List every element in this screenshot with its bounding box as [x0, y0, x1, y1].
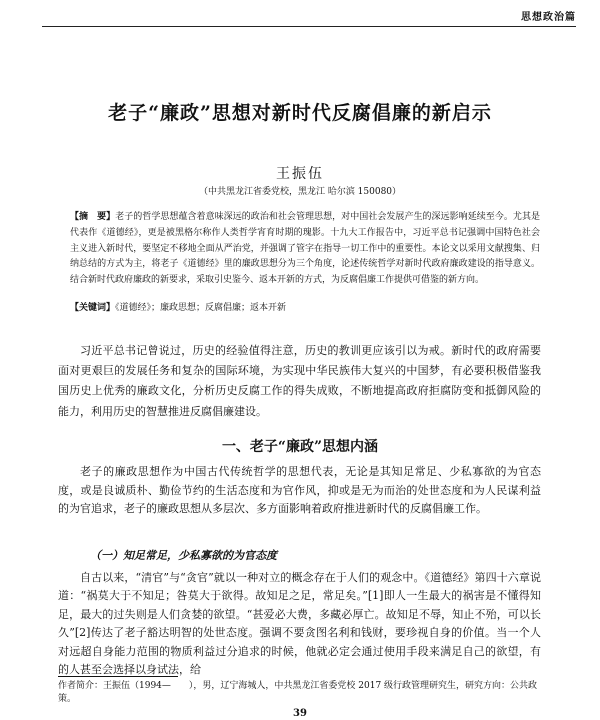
lead-paragraph: 习近平总书记曾说过，历史的经验值得注意，历史的教训更应该引以为戒。新时代的政府需要面对更艰巨的发展任务和复杂的国际环境，为实现中华民族伟大复兴的中国梦，有必要积极借鉴我国历史上优秀的廉政文化，分析历史反腐工作的得失成败，不断地提高政府拒腐防变和抵御风险的能力，利用历史的智慧推进反腐倡廉建设。 — [58, 344, 541, 418]
author-affiliation: （中共黑龙江省委党校，黑龙江 哈尔滨 150080） — [198, 187, 402, 197]
subsection-heading: （一）知足常足，少私寡欲的为官态度 — [90, 549, 277, 562]
abstract-block — [70, 210, 540, 289]
section-heading: 一、老子“廉政”思想内涵 — [221, 439, 379, 455]
abstract-label: 【摘 要】 — [70, 212, 116, 222]
keywords-text: 《道德经》；廉政思想；反腐倡廉；返本开新 — [115, 303, 287, 313]
section-paragraph: 老子的廉政思想作为中国古代传统哲学的思想代表，无论是其知足常足、少私寡欲的为官态度，或是良诚质朴、勤俭节约的生活态度和为官作风，抑或是无为而治的处世态度和为人民谋利益的为官追求，老子的廉政思想从多层次、多方面影响着政府推进新时代的反腐倡廉工作。 — [58, 465, 541, 516]
author-name: 王振伍 — [276, 166, 324, 182]
column-tag: 思想政治篇 — [521, 12, 576, 23]
subsection-paragraph: 自古以来，“清官”与“贪官”就以一种对立的概念存在于人们的观念中。《道德经》第四十六章说道：“祸莫大于不知足；咎莫大于欲得。故知足之足，常足矣。”[1]即人一生最大的祸害是不懂得知足，最大的过失则是人们贪婪的欲望。“甚爱必大费，多藏必厚亡。故知足不辱，知止不殆，可以长久”[2]传达了老子豁达明智的处世态度。强调不要贪图名利和钱财，要珍视自身的价值。当一个人对远超自身能力范围的物质利益过分追求的时候，他就必定会通过使用手段来满足自己的欲望，有的人甚至会选择以身试法，给 — [58, 571, 541, 677]
page-number: 39 — [293, 708, 307, 719]
article-title: 老子“廉政”思想对新时代反腐倡廉的新启示 — [108, 102, 492, 124]
author-footnote: 作者简介：王振伍（1994— ），男，辽宁海城人，中共黑龙江省委党校 2017 级行政管理研究生，研究方向：公共政策。 — [58, 681, 538, 704]
keywords-label: 【关键词】 — [70, 303, 116, 313]
header-rule — [42, 26, 576, 27]
footnote-rule — [58, 676, 178, 677]
abstract-text: 老子的哲学思想蕴含着意味深远的政治和社会管理思想，对中国社会发展产生的深远影响延续至今。尤其是代表作《道德经》，更是被黑格尔称作人类哲学宵育时期的瑰影。十九大工作报告中，习近平总书记强调中国特色社会主义进入新时代，要坚定不移地全面从严治党，并强调了管字在指导一切工作中的重要性。本论文以采用文献搜集、归纳总结的方式为主，将老子《道德经》里的廉政思想分为三个角度，论述传统哲学对新时代政府廉政建设的指导意义。结合新时代政府廉政的新要求，采取引史鉴今、返本开新的方式，为反腐倡廉工作提供可借鉴的新方向。 — [70, 212, 540, 286]
keywords-block — [70, 301, 540, 316]
